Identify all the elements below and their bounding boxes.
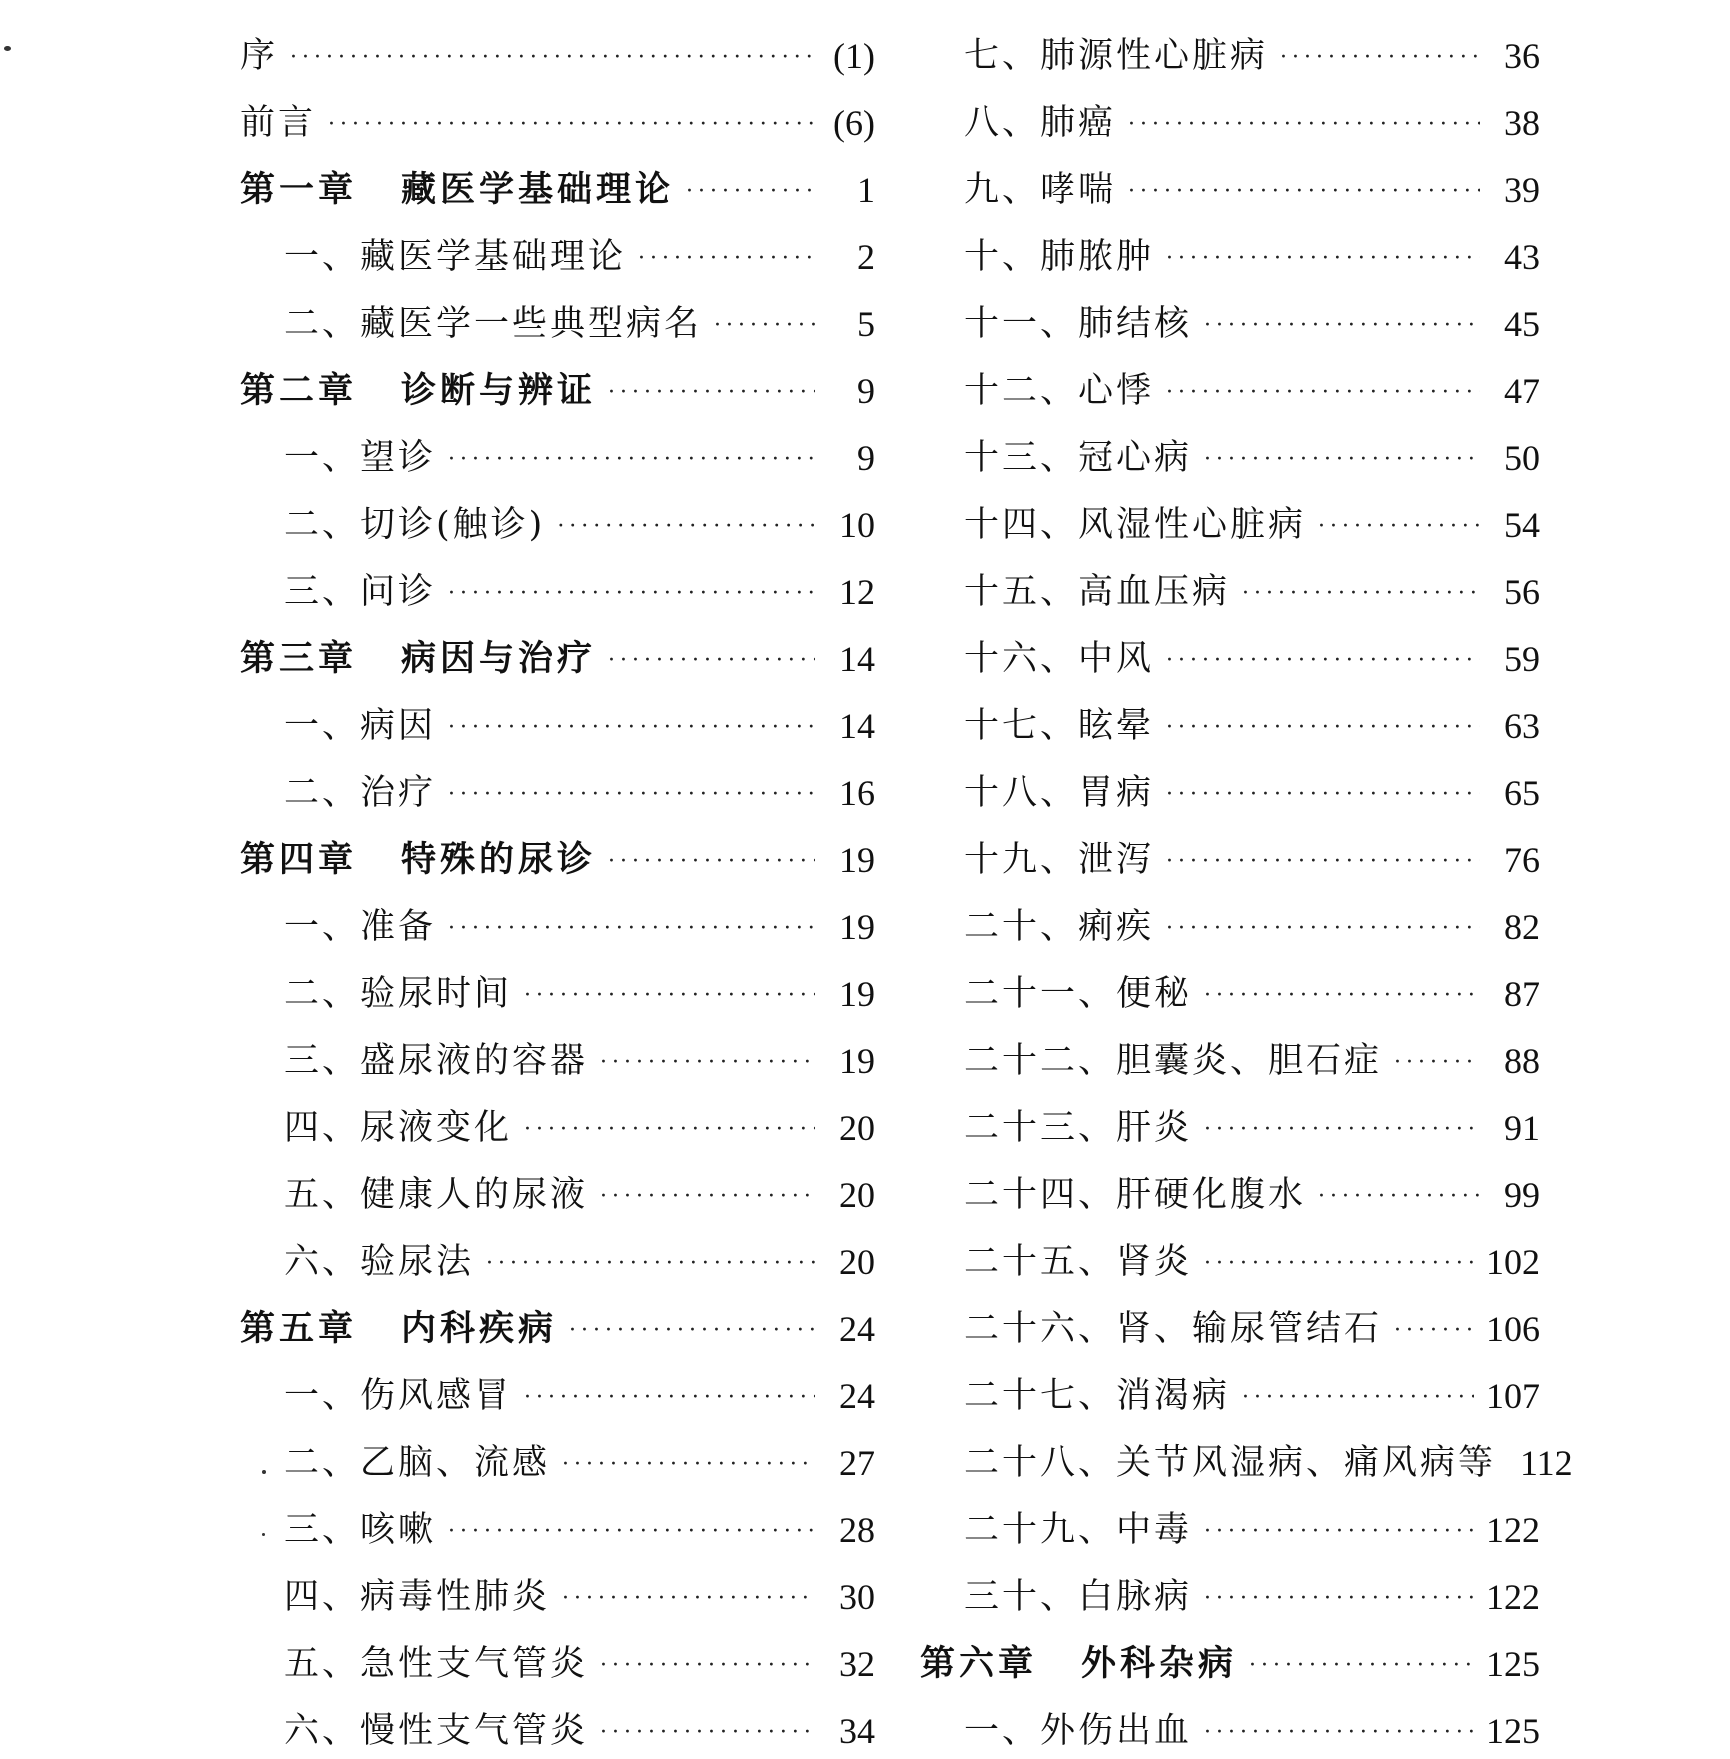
toc-page-number: 76: [1504, 840, 1540, 880]
toc-entry-row[interactable]: [964, 899, 1540, 955]
toc-dot-leader: [1394, 1301, 1474, 1357]
toc-entry-row[interactable]: [284, 899, 875, 955]
toc-entry-title: 二十四、肝硬化腹水: [964, 1175, 1307, 1215]
toc-dot-leader: [638, 229, 815, 285]
toc-dot-leader: [524, 1368, 815, 1424]
toc-entry-row[interactable]: [284, 1435, 875, 1491]
toc-page-number: 65: [1504, 773, 1540, 813]
toc-page-number: 27: [839, 1443, 875, 1483]
toc-page-number: 39: [1504, 170, 1540, 210]
toc-entry-row[interactable]: [284, 698, 875, 754]
toc-page-number: 16: [839, 773, 875, 813]
toc-page-number: 56: [1504, 572, 1540, 612]
toc-entry-row[interactable]: [964, 1569, 1540, 1625]
toc-entry-title: 第三章 病因与治疗: [240, 638, 597, 679]
toc-entry-title: 六、验尿法: [284, 1242, 475, 1282]
toc-page-number: 28: [839, 1510, 875, 1550]
toc-entry-title: 十六、中风: [964, 639, 1155, 679]
toc-entry-title: 十、肺脓肿: [964, 237, 1155, 277]
toc-page-number: 47: [1504, 371, 1540, 411]
toc-entry-title: 七、肺源性心脏病: [964, 36, 1269, 76]
toc-entry-row[interactable]: [964, 698, 1540, 754]
toc-dot-leader: [1204, 430, 1480, 486]
toc-dot-leader: [600, 1636, 815, 1692]
toc-dot-leader: [714, 296, 815, 352]
toc-entry-row[interactable]: [964, 1435, 1573, 1491]
toc-chapter-subtitle: 藏医学基础理论: [401, 169, 675, 210]
toc-page-number: 43: [1504, 237, 1540, 277]
toc-dot-leader: [1166, 363, 1480, 419]
toc-dot-leader: [448, 1502, 815, 1558]
toc-entry-row[interactable]: [284, 1368, 875, 1424]
toc-entry-title: 十五、高血压病: [964, 572, 1231, 612]
toc-page-number: 50: [1504, 438, 1540, 478]
toc-entry-row[interactable]: [964, 1167, 1540, 1223]
toc-chapter-row[interactable]: [240, 1301, 875, 1357]
toc-page-number: 20: [839, 1242, 875, 1282]
toc-page-number: 102: [1486, 1242, 1540, 1282]
toc-dot-leader: [328, 95, 815, 151]
toc-dot-leader: [448, 698, 815, 754]
toc-entry-title: 二十二、胆囊炎、胆石症: [964, 1041, 1383, 1081]
toc-entry-row[interactable]: [964, 765, 1540, 821]
toc-page-number: 32: [839, 1644, 875, 1684]
toc-entry-row[interactable]: [964, 497, 1540, 553]
toc-page-number: 59: [1504, 639, 1540, 679]
toc-dot-leader: [1242, 1368, 1474, 1424]
toc-entry-title: 八、肺癌: [964, 103, 1117, 143]
toc-page-number: 34: [839, 1711, 875, 1751]
toc-page-number: 125: [1486, 1644, 1540, 1684]
toc-page-number: 122: [1486, 1577, 1540, 1617]
toc-dot-leader: [1204, 1234, 1474, 1290]
toc-entry-title: 二、验尿时间: [284, 974, 513, 1014]
toc-entry-row[interactable]: [964, 363, 1540, 419]
toc-page-number: 14: [839, 706, 875, 746]
toc-page-number: 24: [839, 1376, 875, 1416]
toc-entry-title: 序: [240, 36, 279, 76]
toc-entry-title: 二十五、肾炎: [964, 1242, 1193, 1282]
toc-page-number: 45: [1504, 304, 1540, 344]
toc-entry-row[interactable]: [284, 497, 875, 553]
toc-page-number: 9: [857, 371, 875, 411]
toc-entry-title: 三、问诊: [284, 572, 437, 612]
toc-entry-title: 一、外伤出血: [964, 1711, 1193, 1751]
toc-dot-leader: [1318, 1167, 1480, 1223]
toc-entry-title: 三、盛尿液的容器: [284, 1041, 589, 1081]
toc-entry-row[interactable]: [964, 430, 1540, 486]
toc-page-number: 14: [839, 639, 875, 679]
toc-entry-title: 三十、白脉病: [964, 1577, 1193, 1617]
toc-chapter-subtitle: 病因与治疗: [401, 638, 597, 679]
toc-entry-row[interactable]: [240, 95, 875, 151]
toc-page-number: 19: [839, 907, 875, 947]
scan-speck: [4, 46, 11, 51]
toc-entry-title: 一、藏医学基础理论: [284, 237, 627, 277]
toc-entry-title: 十一、肺结核: [964, 304, 1193, 344]
toc-page-number: 82: [1504, 907, 1540, 947]
toc-entry-title: 二十、痢疾: [964, 907, 1155, 947]
toc-entry-row[interactable]: [964, 966, 1540, 1022]
toc-dot-leader: [524, 966, 815, 1022]
toc-dot-leader: [486, 1234, 815, 1290]
toc-entry-title: 二、藏医学一些典型病名: [284, 304, 703, 344]
toc-entry-row[interactable]: [240, 28, 875, 84]
toc-entry-row[interactable]: [964, 296, 1540, 352]
toc-dot-leader: [448, 564, 815, 620]
toc-entry-title: 四、病毒性肺炎: [284, 1577, 551, 1617]
toc-dot-leader: [448, 430, 815, 486]
toc-dot-leader: [600, 1033, 815, 1089]
toc-page-number: 107: [1486, 1376, 1540, 1416]
toc-entry-title: 六、慢性支气管炎: [284, 1711, 589, 1751]
toc-dot-leader: [562, 1569, 815, 1625]
toc-page-number: (1): [833, 36, 875, 76]
toc-page-number: 36: [1504, 36, 1540, 76]
scan-speck: [262, 1470, 266, 1474]
toc-dot-leader: [290, 28, 815, 84]
toc-dot-leader: [1242, 564, 1480, 620]
toc-entry-title: 十七、眩晕: [964, 706, 1155, 746]
toc-page-number: 91: [1504, 1108, 1540, 1148]
toc-entry-row[interactable]: [964, 564, 1540, 620]
toc-entry-title: 第五章 内科疾病: [240, 1308, 558, 1349]
toc-entry-title: 五、急性支气管炎: [284, 1644, 589, 1684]
toc-dot-leader: [1318, 497, 1480, 553]
toc-entry-title: 十九、泄泻: [964, 840, 1155, 880]
toc-dot-leader: [524, 1100, 815, 1156]
toc-entry-row[interactable]: [284, 966, 875, 1022]
toc-entry-row[interactable]: [964, 28, 1540, 84]
toc-entry-row[interactable]: [964, 1502, 1540, 1558]
toc-page-number: 99: [1504, 1175, 1540, 1215]
toc-entry-row[interactable]: [284, 1167, 875, 1223]
toc-entry-row[interactable]: [284, 1636, 875, 1692]
toc-dot-leader: [608, 363, 815, 419]
toc-entry-title: 三、咳嗽: [284, 1510, 437, 1550]
toc-entry-title: 第二章 诊断与辨证: [240, 370, 597, 411]
toc-entry-title: 十二、心悸: [964, 371, 1155, 411]
toc-page-number: 20: [839, 1175, 875, 1215]
toc-dot-leader: [448, 899, 815, 955]
toc-chapter-subtitle: 外科杂病: [1081, 1643, 1238, 1684]
toc-page-number: 2: [857, 237, 875, 277]
toc-entry-row[interactable]: [964, 631, 1540, 687]
toc-page-number: 125: [1486, 1711, 1540, 1751]
toc-dot-leader: [1280, 28, 1480, 84]
toc-entry-title: 二十一、便秘: [964, 974, 1193, 1014]
toc-entry-title: 二十三、肝炎: [964, 1108, 1193, 1148]
toc-page-number: 24: [839, 1309, 875, 1349]
toc-entry-title: 前言: [240, 103, 317, 143]
scan-speck: [262, 1533, 265, 1536]
toc-entry-title: 二、切诊(触诊): [284, 505, 546, 545]
toc-dot-leader: [1249, 1636, 1474, 1692]
toc-page-number: 5: [857, 304, 875, 344]
toc-entry-row[interactable]: [284, 1569, 875, 1625]
toc-dot-leader: [1204, 1502, 1474, 1558]
toc-dot-leader: [1166, 765, 1480, 821]
toc-dot-leader: [600, 1167, 815, 1223]
toc-dot-leader: [1166, 229, 1480, 285]
toc-dot-leader: [1166, 832, 1480, 888]
toc-page-number: 122: [1486, 1510, 1540, 1550]
toc-entry-title: 二、治疗: [284, 773, 437, 813]
toc-entry-row[interactable]: [284, 1234, 875, 1290]
toc-entry-row[interactable]: [964, 1100, 1540, 1156]
toc-dot-leader: [608, 832, 815, 888]
toc-entry-title: 第六章 外科杂病: [920, 1643, 1238, 1684]
toc-entry-row[interactable]: [964, 1301, 1540, 1357]
toc-entry-row[interactable]: [964, 229, 1540, 285]
toc-entry-title: 五、健康人的尿液: [284, 1175, 589, 1215]
toc-chapter-row[interactable]: [920, 1636, 1540, 1692]
toc-entry-row[interactable]: [964, 1033, 1540, 1089]
toc-entry-title: 二十八、关节风湿病、痛风病等: [964, 1443, 1497, 1483]
toc-dot-leader: [569, 1301, 815, 1357]
toc-page-number: 87: [1504, 974, 1540, 1014]
toc-entry-title: 二十九、中毒: [964, 1510, 1193, 1550]
toc-page-number: 10: [839, 505, 875, 545]
toc-entry-row[interactable]: [284, 1100, 875, 1156]
toc-page-number: 19: [839, 1041, 875, 1081]
toc-page-number: 1: [857, 170, 875, 210]
toc-dot-leader: [1204, 966, 1480, 1022]
toc-chapter-subtitle: 诊断与辨证: [401, 370, 597, 411]
toc-dot-leader: [1166, 899, 1480, 955]
toc-entry-row[interactable]: [964, 162, 1540, 218]
toc-page-number: 19: [839, 840, 875, 880]
toc-entry-title: 十四、风湿性心脏病: [964, 505, 1307, 545]
toc-chapter-row[interactable]: [240, 363, 875, 419]
toc-entry-title: 二、乙脑、流感: [284, 1443, 551, 1483]
toc-dot-leader: [448, 765, 815, 821]
toc-chapter-row[interactable]: [240, 631, 875, 687]
toc-page-number: 112: [1520, 1443, 1573, 1483]
toc-page-number: 9: [857, 438, 875, 478]
toc-dot-leader: [1204, 1569, 1474, 1625]
toc-entry-title: 二十六、肾、输尿管结石: [964, 1309, 1383, 1349]
toc-entry-title: 十三、冠心病: [964, 438, 1193, 478]
toc-entry-title: 二十七、消渴病: [964, 1376, 1231, 1416]
toc-entry-title: 一、望诊: [284, 438, 437, 478]
toc-dot-leader: [1394, 1033, 1480, 1089]
toc-page-number: 63: [1504, 706, 1540, 746]
toc-entry-row[interactable]: [284, 1703, 875, 1759]
toc-page-number: 88: [1504, 1041, 1540, 1081]
toc-dot-leader: [1166, 698, 1480, 754]
toc-dot-leader: [1204, 1703, 1474, 1759]
toc-dot-leader: [1204, 1100, 1480, 1156]
toc-chapter-row[interactable]: [240, 162, 875, 218]
toc-page-number: (6): [833, 103, 875, 143]
toc-dot-leader: [1128, 95, 1480, 151]
toc-entry-row[interactable]: [284, 229, 875, 285]
toc-entry-title: 一、病因: [284, 706, 437, 746]
toc-entry-title: 四、尿液变化: [284, 1108, 513, 1148]
toc-entry-title: 一、准备: [284, 907, 437, 947]
toc-chapter-row[interactable]: [240, 832, 875, 888]
toc-entry-row[interactable]: [284, 430, 875, 486]
toc-entry-row[interactable]: [284, 765, 875, 821]
toc-entry-title: 第一章 藏医学基础理论: [240, 169, 675, 210]
toc-entry-title: 一、伤风感冒: [284, 1376, 513, 1416]
toc-chapter-subtitle: 内科疾病: [401, 1308, 558, 1349]
toc-page-number: 12: [839, 572, 875, 612]
toc-entry-row[interactable]: [284, 1502, 875, 1558]
toc-dot-leader: [1166, 631, 1480, 687]
toc-page-number: 38: [1504, 103, 1540, 143]
toc-page-number: 54: [1504, 505, 1540, 545]
toc-page-number: 19: [839, 974, 875, 1014]
toc-page-number: 20: [839, 1108, 875, 1148]
toc-entry-row[interactable]: [284, 1033, 875, 1089]
toc-dot-leader: [1204, 296, 1480, 352]
toc-entry-title: 十八、胃病: [964, 773, 1155, 813]
toc-dot-leader: [600, 1703, 815, 1759]
toc-entry-row[interactable]: [964, 1368, 1540, 1424]
toc-entry-row[interactable]: [284, 296, 875, 352]
toc-entry-title: 九、哮喘: [964, 170, 1117, 210]
toc-dot-leader: [562, 1435, 815, 1491]
toc-page-number: 30: [839, 1577, 875, 1617]
toc-dot-leader: [557, 497, 815, 553]
toc-page-number: 106: [1486, 1309, 1540, 1349]
toc-dot-leader: [686, 162, 815, 218]
toc-entry-title: 第四章 特殊的尿诊: [240, 839, 597, 880]
toc-chapter-subtitle: 特殊的尿诊: [401, 839, 597, 880]
toc-entry-row[interactable]: [964, 1234, 1540, 1290]
toc-dot-leader: [1128, 162, 1480, 218]
toc-entry-row[interactable]: [964, 95, 1540, 151]
toc-dot-leader: [608, 631, 815, 687]
toc-entry-row[interactable]: [964, 1703, 1540, 1759]
toc-entry-row[interactable]: [964, 832, 1540, 888]
toc-entry-row[interactable]: [284, 564, 875, 620]
